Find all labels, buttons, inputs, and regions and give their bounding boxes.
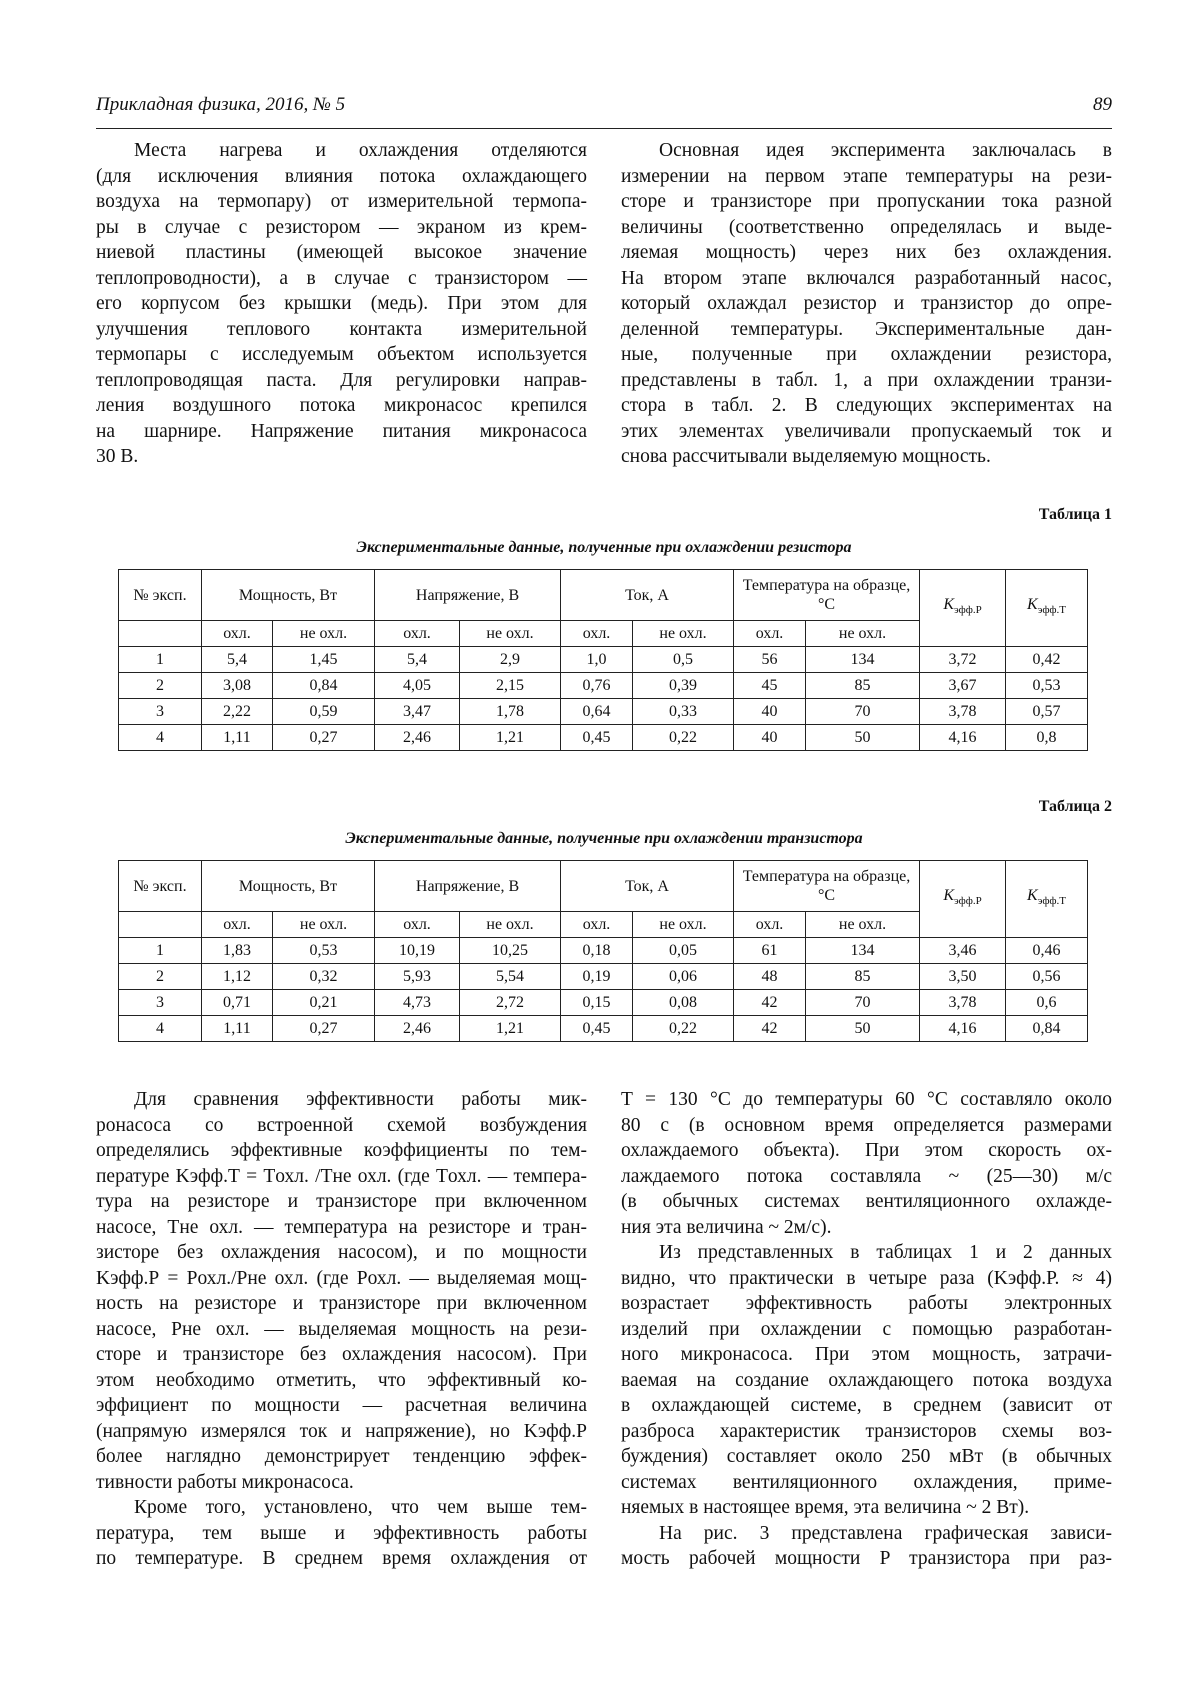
subheader-uncooled: не охл. bbox=[633, 621, 734, 647]
text-line: На втором этапе включался разработанный насос, bbox=[621, 267, 1112, 289]
empty-cell bbox=[119, 621, 202, 647]
table-cell: 3,78 bbox=[920, 699, 1006, 725]
table-cell: 0,05 bbox=[633, 938, 734, 964]
text-line: Для сравнения эффективности работы мик- bbox=[134, 1089, 587, 1110]
text-line: определялись эффективные коэффициенты по тем- bbox=[96, 1140, 587, 1161]
table-cell: 0,45 bbox=[561, 1016, 633, 1042]
subheader-uncooled: не охл. bbox=[633, 912, 734, 938]
table-cell: 2,22 bbox=[202, 699, 273, 725]
text-line: измерении на первом этапе температуры на рези- bbox=[621, 165, 1112, 187]
table-cell: 42 bbox=[734, 1016, 806, 1042]
table-cell: 1,11 bbox=[202, 1016, 273, 1042]
text-line: лаждаемого потока составляла ~ (25—30) м/с bbox=[621, 1165, 1112, 1187]
header-k-temp: $K_{эфф.Т}$ bbox=[1006, 570, 1088, 647]
text-line: более наглядно демонстрирует тенденцию эффек- bbox=[96, 1446, 587, 1467]
table-row bbox=[119, 964, 1088, 990]
text-line: ления воздушного потока микронасос крепился bbox=[96, 395, 587, 416]
table-cell: 4,16 bbox=[920, 725, 1006, 751]
table-cell: 56 bbox=[734, 647, 806, 673]
subheader-cooled: охл. bbox=[734, 912, 806, 938]
header-power: Мощность, Вт bbox=[202, 861, 375, 912]
table-cell: 0,84 bbox=[1006, 1016, 1088, 1042]
top-right-column bbox=[621, 138, 1112, 470]
table-cell: 4 bbox=[119, 725, 202, 751]
table-header-row bbox=[119, 861, 1088, 912]
table-row bbox=[119, 647, 1088, 673]
text-line: тура на резисторе и транзисторе при включенном bbox=[96, 1191, 587, 1212]
table-cell: 0,27 bbox=[273, 1016, 375, 1042]
table-cell: 3,50 bbox=[920, 964, 1006, 990]
text-line: ность на резисторе и транзисторе при включенном bbox=[96, 1293, 587, 1314]
running-header bbox=[96, 94, 1112, 116]
header-temp: Температура на образце, °С bbox=[734, 861, 920, 912]
table-cell: 0,57 bbox=[1006, 699, 1088, 725]
text-line: ниевой пластины (имеющей высокое значение bbox=[96, 242, 587, 263]
table-cell: 70 bbox=[806, 990, 920, 1016]
subheader-cooled: охл. bbox=[734, 621, 806, 647]
table-cell: 3,08 bbox=[202, 673, 273, 699]
subheader-cooled: охл. bbox=[375, 912, 460, 938]
table2 bbox=[118, 860, 1088, 1042]
text-line: ного микронасоса. При этом мощность, затрачи- bbox=[621, 1344, 1112, 1365]
text-line: T = 130 °C до температуры 60 °C составляло около bbox=[621, 1089, 1112, 1110]
table-cell: 0,5 bbox=[633, 647, 734, 673]
table-cell: 45 bbox=[734, 673, 806, 699]
text-line: сторе и транзисторе без охлаждения насосом). При bbox=[96, 1344, 587, 1365]
text-line: улучшения теплового контакта измерительной bbox=[96, 318, 587, 340]
text-line: ные, полученные при охлаждении резистора, bbox=[621, 344, 1112, 365]
subheader-uncooled: не охл. bbox=[460, 912, 561, 938]
table-cell: 0,15 bbox=[561, 990, 633, 1016]
table-cell: 0,59 bbox=[273, 699, 375, 725]
text-line: няемых в настоящее время, эта величина ~ 2 Вт). bbox=[621, 1497, 1030, 1518]
table-cell: 134 bbox=[806, 647, 920, 673]
table-cell: 3 bbox=[119, 699, 202, 725]
table-cell: 2,15 bbox=[460, 673, 561, 699]
text-line: представлены в табл. 1, а при охлаждении транзи- bbox=[621, 369, 1112, 391]
text-line: насосе, Pне охл. — выделяемая мощность на рези- bbox=[96, 1318, 587, 1340]
table-row bbox=[119, 1016, 1088, 1042]
text-line: ния эта величина ~ 2м/с). bbox=[621, 1216, 832, 1238]
table1-caption: Экспериментальные данные, полученные при охлаждении резистора bbox=[356, 539, 852, 556]
table-cell: 85 bbox=[806, 964, 920, 990]
table-cell: 3,47 bbox=[375, 699, 460, 725]
subheader-cooled: охл. bbox=[202, 621, 273, 647]
text-line: пературе Kэфф.Т = Tохл. /Tне охл. (где Tохл. — темпера- bbox=[96, 1165, 587, 1187]
table-cell: 85 bbox=[806, 673, 920, 699]
table1 bbox=[118, 569, 1088, 751]
table-row bbox=[119, 699, 1088, 725]
table-cell: 0,22 bbox=[633, 725, 734, 751]
subheader-cooled: охл. bbox=[561, 912, 633, 938]
table-cell: 0,42 bbox=[1006, 647, 1088, 673]
text-line: деленной температуры. Экспериментальные дан- bbox=[621, 318, 1112, 340]
table-cell: 1,21 bbox=[460, 1016, 561, 1042]
table-header-row bbox=[119, 570, 1088, 621]
table-cell: 1,83 bbox=[202, 938, 273, 964]
table-cell: 0,06 bbox=[633, 964, 734, 990]
header-voltage: Напряжение, В bbox=[375, 570, 561, 621]
table-cell: 0,22 bbox=[633, 1016, 734, 1042]
header-k-power: $K_{эфф.Р}$ bbox=[920, 861, 1006, 938]
text-line: этих элементах увеличивали пропускаемый ток и bbox=[621, 420, 1112, 442]
text-line: зисторе без охлаждения насосом), и по мощности bbox=[96, 1242, 587, 1263]
table-cell: 4 bbox=[119, 1016, 202, 1042]
text-line: в охлаждающей системе, в среднем (зависит от bbox=[621, 1395, 1112, 1416]
text-line: ваемая на создание охлаждающего потока воздуха bbox=[621, 1369, 1112, 1391]
table-cell: 4,05 bbox=[375, 673, 460, 699]
text-line: Основная идея эксперимента заключалась в bbox=[659, 140, 1112, 161]
text-line: системах вентиляционного охлаждения, приме- bbox=[621, 1471, 1112, 1493]
table-row bbox=[119, 725, 1088, 751]
table-cell: 0,46 bbox=[1006, 938, 1088, 964]
text-line: насосе, Tне охл. — температура на резисторе и тран- bbox=[96, 1216, 587, 1238]
table-cell: 2 bbox=[119, 964, 202, 990]
table-cell: 1,0 bbox=[561, 647, 633, 673]
table-cell: 50 bbox=[806, 725, 920, 751]
table-cell: 40 bbox=[734, 725, 806, 751]
table-cell: 0,27 bbox=[273, 725, 375, 751]
text-line: ронасоса со встроенной схемой возбуждения bbox=[96, 1114, 587, 1136]
text-line: изделий при охлаждении с помощью разработан- bbox=[621, 1318, 1112, 1340]
table-cell: 1,78 bbox=[460, 699, 561, 725]
text-line: сторе и транзисторе при пропускании тока разной bbox=[621, 191, 1112, 212]
subheader-cooled: охл. bbox=[202, 912, 273, 938]
text-line: (напрямую измерялся ток и напряжение), но Kэфф.Р bbox=[96, 1420, 587, 1442]
journal-title: Прикладная физика, 2016, № 5 bbox=[96, 94, 346, 115]
text-line: мость рабочей мощности P транзистора при раз- bbox=[621, 1548, 1112, 1569]
table-cell: 0,6 bbox=[1006, 990, 1088, 1016]
text-line: тивности работы микронасоса. bbox=[96, 1471, 354, 1493]
table2-label: Таблица 2 bbox=[1038, 798, 1112, 815]
text-line: Кроме того, установлено, что чем выше тем- bbox=[134, 1497, 587, 1518]
table-cell: 1,12 bbox=[202, 964, 273, 990]
subheader-cooled: охл. bbox=[561, 621, 633, 647]
subheader-uncooled: не охл. bbox=[273, 621, 375, 647]
table-cell: 3,46 bbox=[920, 938, 1006, 964]
text-line: термопары с исследуемым объектом используется bbox=[96, 344, 587, 365]
text-line: Из представленных в таблицах 1 и 2 данных bbox=[659, 1242, 1112, 1263]
text-line: (в обычных системах вентиляционного охлажде- bbox=[621, 1191, 1112, 1212]
text-line: воздуха на термопару) от измерительной термопа- bbox=[96, 191, 587, 212]
text-line: (для исключения влияния потока охлаждающего bbox=[96, 165, 587, 187]
table-cell: 0,19 bbox=[561, 964, 633, 990]
table-cell: 3,72 bbox=[920, 647, 1006, 673]
text-line: по температуре. В среднем время охлаждения от bbox=[96, 1548, 587, 1569]
text-line: видно, что практически в четыре раза (Kэфф.Р. ≈ 4) bbox=[621, 1267, 1112, 1289]
table-cell: 1,11 bbox=[202, 725, 273, 751]
header-num: № эксп. bbox=[119, 570, 202, 621]
text-line: разброса характеристик транзисторов схемы воз- bbox=[621, 1420, 1112, 1442]
text-line: охлаждаемого объекта). При этом скорость ох- bbox=[621, 1140, 1112, 1161]
page-number: 89 bbox=[1093, 94, 1112, 115]
table-cell: 134 bbox=[806, 938, 920, 964]
header-voltage: Напряжение, В bbox=[375, 861, 561, 912]
header-temp: Температура на образце, °С bbox=[734, 570, 920, 621]
table-cell: 0,53 bbox=[1006, 673, 1088, 699]
text-line: снова рассчитывали выделяемую мощность. bbox=[621, 446, 991, 467]
header-k-power: $K_{эфф.Р}$ bbox=[920, 570, 1006, 647]
text-line: теплопроводности), а в случае с транзистором — bbox=[96, 267, 587, 289]
table-cell: 5,4 bbox=[202, 647, 273, 673]
table-cell: 0,45 bbox=[561, 725, 633, 751]
table-cell: 70 bbox=[806, 699, 920, 725]
table-cell: 0,56 bbox=[1006, 964, 1088, 990]
top-left-column bbox=[96, 138, 587, 470]
text-line: его корпусом без крышки (медь). При этом для bbox=[96, 293, 587, 314]
table-cell: 5,93 bbox=[375, 964, 460, 990]
subheader-uncooled: не охл. bbox=[273, 912, 375, 938]
text-line: 80 с (в основном время определяется размерами bbox=[621, 1114, 1112, 1136]
text-line: ляемая мощность) через них без охлаждения. bbox=[621, 242, 1112, 263]
table-cell: 48 bbox=[734, 964, 806, 990]
table-row bbox=[119, 938, 1088, 964]
header-num: № эксп. bbox=[119, 861, 202, 912]
table-row bbox=[119, 990, 1088, 1016]
table-cell: 0,18 bbox=[561, 938, 633, 964]
text-line: который охлаждал резистор и транзистор до опре- bbox=[621, 293, 1112, 314]
bottom-right-column bbox=[621, 1087, 1112, 1572]
table-row bbox=[119, 673, 1088, 699]
header-power: Мощность, Вт bbox=[202, 570, 375, 621]
text-line: 30 В. bbox=[96, 446, 139, 467]
empty-cell bbox=[119, 912, 202, 938]
table-cell: 0,33 bbox=[633, 699, 734, 725]
table-cell: 0,08 bbox=[633, 990, 734, 1016]
table-cell: 2,9 bbox=[460, 647, 561, 673]
text-line: возрастает эффективность работы электронных bbox=[621, 1293, 1112, 1314]
table-cell: 50 bbox=[806, 1016, 920, 1042]
text-line: теплопроводящая паста. Для регулировки направ- bbox=[96, 369, 587, 391]
table-cell: 3,78 bbox=[920, 990, 1006, 1016]
table1-label: Таблица 1 bbox=[1038, 506, 1112, 523]
table-cell: 5,4 bbox=[375, 647, 460, 673]
table-cell: 40 bbox=[734, 699, 806, 725]
header-current: Ток, А bbox=[561, 861, 734, 912]
table-cell: 61 bbox=[734, 938, 806, 964]
text-line: стора в табл. 2. В следующих экспериментах на bbox=[621, 395, 1112, 416]
table-cell: 1 bbox=[119, 647, 202, 673]
table-cell: 0,64 bbox=[561, 699, 633, 725]
table-cell: 2,46 bbox=[375, 1016, 460, 1042]
table-cell: 3,67 bbox=[920, 673, 1006, 699]
header-current: Ток, А bbox=[561, 570, 734, 621]
table-cell: 4,16 bbox=[920, 1016, 1006, 1042]
table-cell: 0,39 bbox=[633, 673, 734, 699]
table-cell: 1,21 bbox=[460, 725, 561, 751]
table-cell: 0,8 bbox=[1006, 725, 1088, 751]
text-line: Места нагрева и охлаждения отделяются bbox=[134, 140, 587, 161]
table-cell: 2 bbox=[119, 673, 202, 699]
table-cell: 10,25 bbox=[460, 938, 561, 964]
subheader-uncooled: не охл. bbox=[460, 621, 561, 647]
header-rule bbox=[96, 128, 1112, 129]
text-line: на шарнире. Напряжение питания микронасоса bbox=[96, 420, 587, 442]
text-line: эффициент по мощности — расчетная величина bbox=[96, 1395, 587, 1416]
subheader-uncooled: не охл. bbox=[806, 912, 920, 938]
table-cell: 10,19 bbox=[375, 938, 460, 964]
text-line: буждения) составляет около 250 мВт (в обычных bbox=[621, 1446, 1112, 1467]
table-cell: 42 bbox=[734, 990, 806, 1016]
table-cell: 1,45 bbox=[273, 647, 375, 673]
table-cell: 0,32 bbox=[273, 964, 375, 990]
table-cell: 4,73 bbox=[375, 990, 460, 1016]
table-cell: 0,76 bbox=[561, 673, 633, 699]
subheader-cooled: охл. bbox=[375, 621, 460, 647]
table2-caption: Экспериментальные данные, полученные при охлаждении транзистора bbox=[345, 830, 863, 847]
table-cell: 5,54 bbox=[460, 964, 561, 990]
table-cell: 2,46 bbox=[375, 725, 460, 751]
table-cell: 3 bbox=[119, 990, 202, 1016]
text-line: Kэфф.Р = Pохл./Pне охл. (где Pохл. — выделяемая мощ- bbox=[96, 1267, 587, 1289]
table-cell: 1 bbox=[119, 938, 202, 964]
table-cell: 0,21 bbox=[273, 990, 375, 1016]
text-line: величины (соответственно определялась и выде- bbox=[621, 216, 1112, 238]
text-line: На рис. 3 представлена графическая зависи- bbox=[659, 1522, 1112, 1544]
text-line: пература, тем выше и эффективность работы bbox=[96, 1522, 587, 1544]
bottom-left-column bbox=[96, 1087, 587, 1572]
table-cell: 2,72 bbox=[460, 990, 561, 1016]
text-line: этом необходимо отметить, что эффективный ко- bbox=[96, 1369, 587, 1391]
table-cell: 0,71 bbox=[202, 990, 273, 1016]
subheader-uncooled: не охл. bbox=[806, 621, 920, 647]
text-line: ры в случае с резистором — экраном из крем- bbox=[96, 216, 587, 238]
table-cell: 0,53 bbox=[273, 938, 375, 964]
header-k-temp: $K_{эфф.Т}$ bbox=[1006, 861, 1088, 938]
table-cell: 0,84 bbox=[273, 673, 375, 699]
